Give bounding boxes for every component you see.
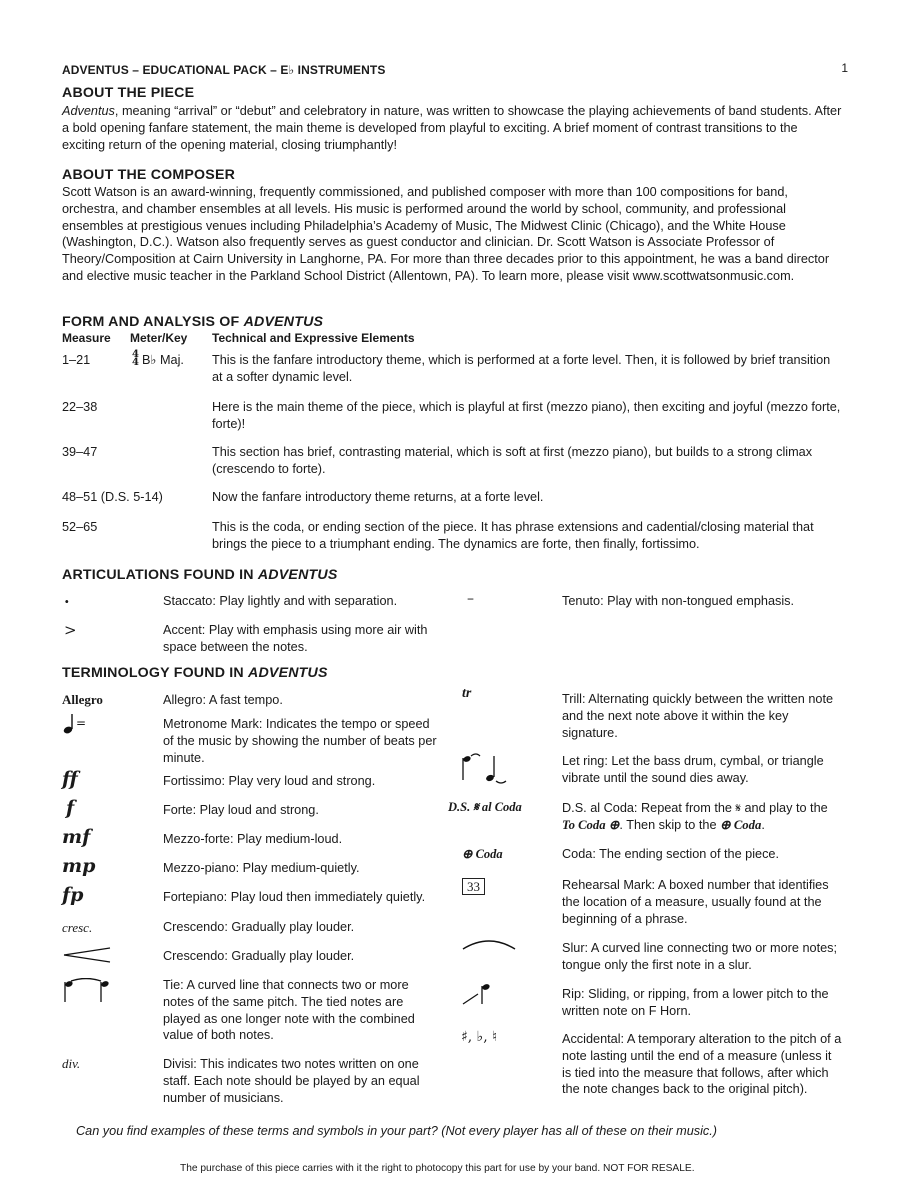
meter-key-cell (132, 349, 184, 369)
terminology-heading-italic: ADVENTUS (248, 665, 328, 681)
form-heading-italic: ADVENTUS (243, 314, 324, 330)
accent-symbol: > (64, 621, 77, 639)
elements-cell: This is the coda, or ending section of the piece. It has phrase extensions and cadential/closing material that brings the piece to a triumphant ending. The dynamics are forte, then finally, fortissimo. (212, 520, 814, 551)
running-header: ADVENTUS – EDUCATIONAL PACK – E♭ INSTRUMENTS (62, 63, 386, 77)
col-elements-header: Technical and Expressive Elements (212, 331, 415, 345)
tenuto-symbol: – (467, 591, 474, 607)
elements-cell: This is the fanfare introductory theme, which is performed at a forte level. Then, it is followed by brief transition at a softer dynamic level. (212, 353, 831, 384)
ts-top: 4 (132, 349, 139, 361)
terminology-heading (62, 665, 328, 681)
col-measure-header: Measure (62, 331, 111, 345)
form-heading (62, 314, 323, 330)
ds-al-coda-desc-a: D.S. al Coda: Repeat from the 𝄋 and play to the (562, 801, 828, 815)
measure-cell: 48–51 (D.S. 5-14) (62, 490, 163, 504)
allegro-symbol: Allegro (62, 692, 103, 707)
articulations-heading (62, 567, 338, 583)
closing-question: Can you find examples of these terms and symbols in your part? (Not every player has all of these on their music.) (76, 1124, 718, 1138)
metronome-desc: Metronome Mark: Indicates the tempo or speed of the music by showing the number of beats per minute. (163, 717, 437, 765)
ts-bottom: 4 (132, 357, 139, 369)
about-piece-body: , meaning “arrival” or “debut” and celebratory in nature, was written to showcase the playing achievements of band students. After a bold opening fanfare statement, the main theme is developed from playful to exciting. A brief moment of contrast transitions to the exciting return of the opening material, closing triumphantly! (62, 104, 842, 152)
form-heading-plain: FORM AND ANALYSIS OF (62, 314, 244, 330)
mezzo-piano-desc: Mezzo-piano: Play medium-quietly. (163, 861, 360, 875)
measure-cell: 22–38 (62, 400, 98, 414)
fortepiano-desc: Fortepiano: Play loud then immediately quietly. (163, 890, 426, 904)
coda-label: ⊕ Coda (720, 817, 762, 832)
metronome-symbol (62, 712, 88, 740)
piece-title-italic: Adventus (62, 104, 115, 118)
document-page (62, 0, 848, 1200)
cresc-hairpin-desc: Crescendo: Gradually play louder. (163, 949, 355, 963)
time-signature (132, 351, 139, 367)
col-meter-header: Meter/Key (130, 331, 188, 345)
accidental-desc: Accidental: A temporary alteration to the pitch of a note lasting until the end of a measure (unless it is tied into the measure that follows, after which the note changes back to the original pitch). (562, 1032, 842, 1097)
measure-cell: 39–47 (62, 445, 98, 459)
slur-desc: Slur: A curved line connecting two or more notes; tongue only the first note in a slur. (562, 941, 838, 972)
key-label: B♭ Maj. (141, 353, 184, 367)
ds-al-coda-desc-e: . (761, 817, 765, 832)
divisi-symbol: div. (62, 1056, 81, 1071)
equals-sign: = (76, 716, 87, 730)
mezzo-forte-desc: Mezzo-forte: Play medium-loud. (163, 832, 343, 846)
mezzo-forte-symbol: mf (62, 826, 91, 848)
elements-cell: Here is the main theme of the piece, which is playful at first (mezzo piano), then exciting and joyful (mezzo forte, forte)! (212, 400, 841, 431)
divisi-desc: Divisi: This indicates two notes written on one staff. Each note should be played by an equal number of musicians. (163, 1057, 420, 1105)
measure-cell: 52–65 (62, 520, 98, 534)
about-composer-heading: ABOUT THE COMPOSER (62, 167, 236, 183)
allegro-desc: Allegro: A fast tempo. (163, 693, 283, 707)
cresc-text-symbol: cresc. (62, 920, 93, 935)
about-composer-text: Scott Watson is an award-winning, frequently commissioned, and published composer with more than 100 compositions for band, orchestra, and chamber ensembles at all levels. His music is performed around the world by school, community, and professional ensembles at prestigious venues including Philadelphia’s Academy of Music, The Midwest Clinic (Chicago), and the White House (Washington, D.C.). Watson also frequently serves as guest conductor and clinician. Dr. Scott Watson is Associate Professor of Theory/Composition at Cairn University in Langhorne, PA. For more than three decades prior to this appointment, he was a band director and elective music teacher in the Parkland School District (Allentown, PA). To learn more, please visit www.scottwatsonmusic.com. (62, 185, 830, 283)
slur-icon (461, 936, 517, 956)
fortissimo-desc: Fortissimo: Play very loud and strong. (163, 774, 376, 788)
coda-symbol: ⊕ Coda (462, 847, 503, 861)
let-ring-desc: Let ring: Let the bass drum, cymbal, or triangle vibrate until the sound dies away. (562, 754, 824, 785)
about-piece-text (62, 103, 842, 153)
articulations-heading-italic: ADVENTUS (257, 567, 338, 583)
page-number: 1 (841, 61, 848, 75)
forte-symbol: f (66, 797, 75, 819)
forte-desc: Forte: Play loud and strong. (163, 803, 319, 817)
tie-icon (62, 978, 110, 1008)
tie-desc: Tie: A curved line that connects two or more notes of the same pitch. The tied notes are played as one longer note with the combined value of both notes. (163, 978, 415, 1043)
rip-icon (462, 982, 492, 1010)
rehearsal-desc: Rehearsal Mark: A boxed number that identifies the location of a measure, usually found at the beginning of a phrase. (562, 878, 829, 926)
tenuto-desc: Tenuto: Play with non-tongued emphasis. (562, 594, 795, 608)
trill-symbol: tr (462, 686, 472, 701)
rip-desc: Rip: Sliding, or ripping, from a lower pitch to the written note on F Horn. (562, 987, 829, 1018)
elements-cell: This section has brief, contrasting material, which is soft at first (mezzo piano), but builds to a strong climax (crescendo to forte). (212, 445, 813, 476)
staccato-symbol: · (64, 592, 70, 611)
accent-desc: Accent: Play with emphasis using more air with space between the notes. (163, 623, 428, 654)
rehearsal-box: 33 (462, 878, 485, 895)
accidental-symbols: ♯, ♭, ♮ (461, 1029, 498, 1045)
fortepiano-symbol: fp (62, 884, 84, 906)
ds-al-coda-symbol: D.S. 𝄋 al Coda (448, 800, 522, 814)
mezzo-piano-symbol: mp (62, 855, 96, 877)
rehearsal-mark-symbol (462, 876, 485, 895)
articulations-heading-plain: ARTICULATIONS FOUND IN (62, 567, 258, 583)
about-piece-heading: ABOUT THE PIECE (62, 85, 195, 101)
ds-al-coda-desc (562, 800, 842, 834)
crescendo-hairpin-icon (62, 945, 112, 969)
elements-cell: Now the fanfare introductory theme returns, at a forte level. (212, 490, 544, 504)
coda-desc: Coda: The ending section of the piece. (562, 847, 780, 861)
terminology-heading-plain: TERMINOLOGY FOUND IN (62, 665, 249, 681)
measure-cell: 1–21 (62, 353, 91, 367)
let-ring-icon (460, 752, 510, 790)
copyright-footer: The purchase of this piece carries with it the right to photocopy this part for use by your band. NOT FOR RESALE. (180, 1163, 695, 1174)
fortissimo-symbol: ff (62, 768, 78, 790)
to-coda-label: To Coda ⊕ (562, 817, 620, 832)
cresc-text-desc: Crescendo: Gradually play louder. (163, 920, 355, 934)
staccato-desc: Staccato: Play lightly and with separation. (163, 594, 398, 608)
ds-al-coda-desc-c: . Then skip to the (619, 817, 721, 832)
trill-desc: Trill: Alternating quickly between the written note and the next note above it within the key signature. (562, 692, 834, 740)
